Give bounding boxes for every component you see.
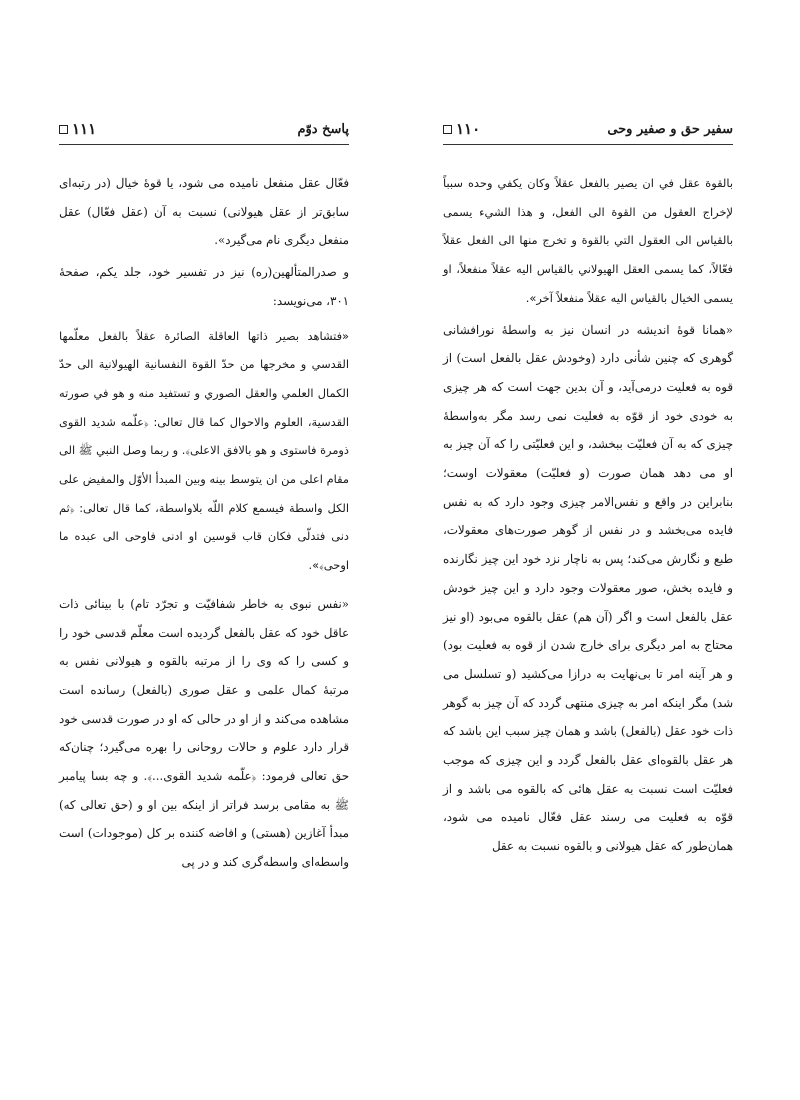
translation-paragraph: «نفس نبوی به خاطر شفافیّت و تجرّد تام) با بینائی ذات عاقل خود که عقل بالفعل گردیده است معلّم قدسی خود را و کسی را که وی را از مرتبه بالقوه و هیولانی نفس به مرتبۀ کمال علمی و عقل صوری (بالفعل) رسانده است مشاهده می‌کند و از او در حالی که او در صورت قدسی خود قرار دارد علوم و حالات روحانی را بهره می‌گیرد؛ چنان‌که حق تعالی فرمود: ﴿علّمه شديد القوى...﴾. و چه بسا پیامبر ﷺ به مقامی برسد فراتر از اینکه بین او و (حق تعالی که) مبدأ آغازین (هستی) و افاضه کننده بر کل (موجودات) است واسطه‌ای واسطه‌گری کند و در پی [59,596,349,870]
page-body [443,169,733,861]
running-title: سفیر حق و صفیر وحی [607,122,733,137]
square-ornament-icon [59,125,68,134]
arabic-quote-paragraph: بالقوة عقل في ان يصير بالفعل عقلاً وكان يكفي وحده سبباً لإخراج العقول من القوة الى الفعل، و هذا الشيء يسمى بالقياس الى العقول التي بالقوة و تخرج منها الى الفعل عقلاً فعّالاً، كما يسمى العقل الهيولاني بالقياس اليه عقلاً منفعلاً، او يسمى الخيال بالقياس اليه عقلاً منفعلاً آخر». [443,176,733,305]
page-header [443,118,733,145]
page-body [59,169,349,877]
page-number [443,120,480,138]
page-header [59,118,349,145]
continuation-paragraph: فعّال عقل منفعل نامیده می شود، یا قوۀ خیال (در رتبه‌ای سابق‌تر از عقل هیولانی) نسبت به آن (عقل فعّال) عقل منفعل دیگری نام می‌گیرد». [59,176,349,248]
citation-paragraph: و صدرالمتألهین(ره) نیز در تفسیر خود، جلد یکم، صفحۀ ۳۰۱، می‌نویسد: [59,265,349,308]
page-number [59,120,96,138]
page-number-text: ۱۱۱ [72,120,97,138]
arabic-quote-paragraph: «فتشاهد بصير ذاتها العاقلة الصائرة عقلاً بالفعل معلّمها القدسي و مخرجها من حدّ القوة النفسانية الهيولانية الى حدّ الكمال العلمي والعقل الصوري و تستفيد منه و هو في صورته القدسية، العلوم والاحوال كما قال تعالى: ﴿علّمه شديد القوى ذومرة فاستوى و هو بالافق الاعلى﴾. و ربما وصل النبي ﷺ الى مقام اعلى من ان يتوسط بينه وبين المبدأ الأوّل والمفيض على الكل واسطة فيسمع كلام اللّه بلاواسطة، كما قال تعالى: ﴿ثم دنى فتدلّى فكان قاب قوسين او ادنى فاوحى الى عبده ما اوحى﴾». [59,328,349,573]
square-ornament-icon [443,125,452,134]
left-page [59,118,349,880]
translation-paragraph: «همانا قوۀ اندیشه در انسان نیز به واسطۀ نورافشانی گوهری که چنین شأنی دارد (وخودش عقل بالفعل است) از قوه به فعلیت درمی‌آید، و آن بدین جهت است که هر چیزی به خودی خود از قوّه به فعلیت نمی رسد مگر به‌واسطۀ چیزی که به آن فعلیّت ببخشد، و این فعلیّتی را که آن چیز به او می دهد همان صورت (و فعلیّت) معقولات اوست؛ بنابراین در واقع و نفس‌الامر چیزی وجود دارد که به نفس فایده می‌بخشد و در نفس از گوهر صورت‌های معقولات، طبع و نگارش می‌کند؛ پس به ناچار نزد خود این چیز نگارنده و فایده بخش، صور معقولات وجود دارد و این چیز خودش عقل بالفعل است و اگر (آن هم) عقل بالقوه می‌بود (او نیز محتاج به امر دیگری برای خارج شدن از قوه به فعلیت بود) و هر آینه امر تا بی‌نهایت به درازا می‌کشید (و تسلسل می شد) مگر اینکه امر به چیزی منتهی گردد که آن چیز به گوهر ذات خود عقل (بالفعل) باشد و همان چیز سبب این باشد که هر عقل بالقوه‌ای عقل بالفعل گردد و این چیزی که موجب فعلیّت است نسبت به عقل هائی که بالقوه می باشد و از قوّه به فعلیت می رسند عقل فعّال نامیده می شود، همان‌طور که عقل هیولانی و بالقوه نسبت به عقل [443,322,733,854]
running-title: پاسخ دوّم [297,122,349,137]
right-page [443,118,733,864]
page-number-text: ۱۱۰ [456,120,481,138]
